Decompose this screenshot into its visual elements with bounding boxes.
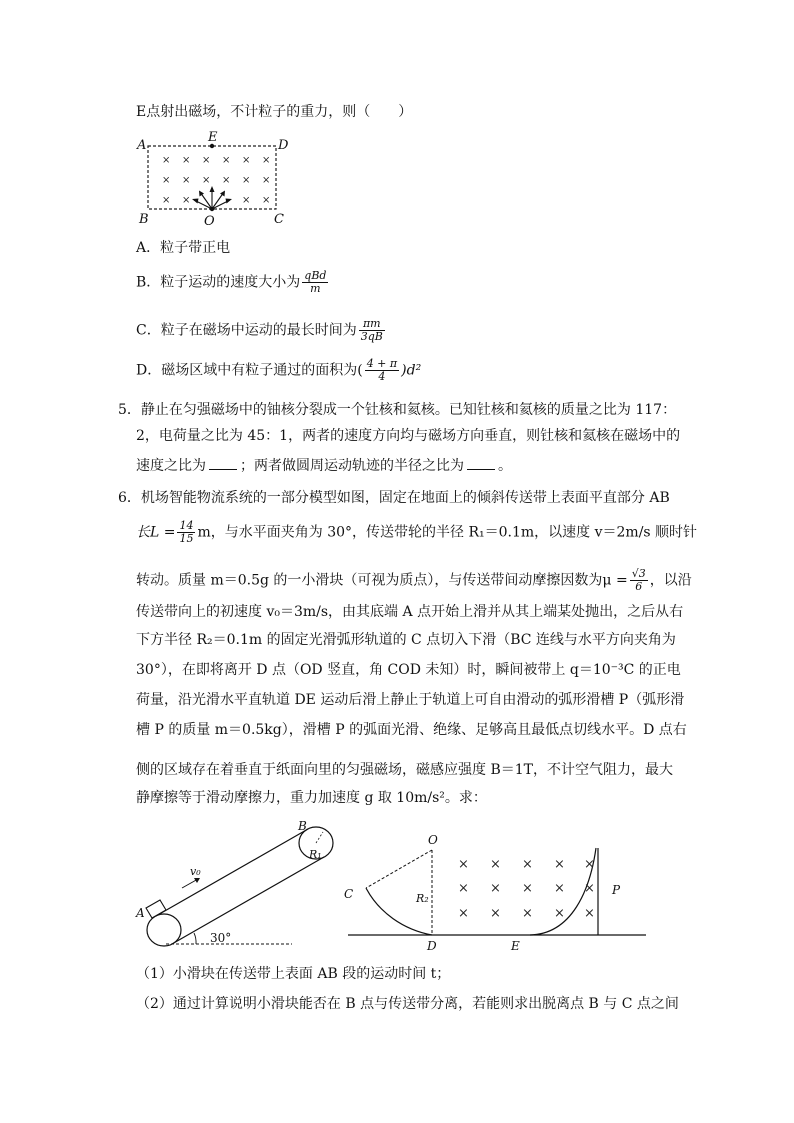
- answer-blank-2[interactable]: [467, 457, 495, 470]
- q6-line-7: 荷量，沿光滑水平直轨道 DE 运动后滑上静止于轨道上可自由滑动的弧形滑槽 P（弧形滑: [136, 692, 685, 708]
- option-d-post: )d²: [401, 362, 422, 379]
- svg-text:×: ×: [458, 857, 469, 872]
- field-crosses: [162, 155, 270, 206]
- q6-line-9: 侧的区域存在着垂直于纸面向里的匀强磁场，磁感应强度 B＝1T，不计空气阻力，最大: [136, 762, 673, 778]
- slider-block: [146, 900, 166, 918]
- q6-line-6: 30°），在即将离开 D 点（OD 竖直，角 COD 未知）时，瞬间被带上 q＝10⁻³C 的正电: [136, 662, 681, 678]
- cross: ×: [182, 175, 191, 186]
- cross: ×: [242, 195, 251, 206]
- q4-intro: E点射出磁场，不计粒子的重力，则（ ）: [136, 104, 413, 120]
- q5-line-2: 2，电荷量之比为 45：1，两者的速度方向均与磁场方向垂直，则钍核和氦核在磁场中的: [136, 428, 681, 444]
- svg-text:×: ×: [490, 906, 501, 921]
- q4-field-figure: [134, 130, 294, 230]
- cross: ×: [262, 195, 271, 206]
- option-c-text: C．粒子在磁场中运动的最长时间为: [136, 322, 357, 339]
- label-a: A: [136, 906, 145, 920]
- length-fraction: $\frac{14}{15}$: [179, 519, 194, 545]
- cross: ×: [182, 195, 191, 206]
- label-c: C: [344, 887, 354, 901]
- svg-text:×: ×: [554, 906, 565, 921]
- option-b-text: B．粒子运动的速度大小为: [136, 274, 301, 291]
- q6-line-2: 长L = $\frac{14}{15}$ m，与水平面夹角为 30°，传送带轮的半径 R₁＝0.1m，以速度 v＝2m/s 顺时针: [136, 519, 698, 545]
- label-v0: v₀: [190, 865, 201, 878]
- cross: ×: [162, 175, 171, 186]
- q6-line-8: 槽 P 的质量 m＝0.5kg），滑槽 P 的弧面光滑、绝缘、足够高且最低点切线水平。D 点右: [136, 722, 687, 738]
- q4-option-d: [136, 358, 421, 383]
- q4-option-c: [136, 318, 387, 343]
- svg-text:×: ×: [554, 857, 565, 872]
- q6-sub-2: （2）通过计算说明小滑块能否在 B 点与传送带分离，若能则求出脱离点 B 与 C 点之间: [136, 996, 679, 1012]
- label-c: C: [274, 212, 284, 227]
- label-r1: R₁: [309, 848, 322, 861]
- arc-track-figure: [340, 830, 660, 960]
- mu-fraction: $\frac{√3}{6}$: [631, 567, 646, 593]
- svg-text:×: ×: [522, 906, 533, 921]
- svg-text:×: ×: [522, 857, 533, 872]
- option-c-fraction: $\frac{\pi m}{3qB}$: [360, 317, 383, 343]
- cross: ×: [222, 175, 231, 186]
- label-e: E: [208, 130, 218, 145]
- cross: ×: [182, 155, 191, 166]
- oc-line: [366, 850, 432, 888]
- label-o: O: [204, 214, 215, 229]
- svg-text:×: ×: [584, 906, 595, 921]
- cross: ×: [262, 175, 271, 186]
- option-d-text: D．磁场区域中有粒子通过的面积为(: [136, 362, 363, 379]
- label-e: E: [511, 939, 520, 953]
- q6-line-10: 静摩擦等于滑动摩擦力，重力加速度 g 取 10m/s²。求：: [136, 790, 487, 806]
- svg-text:×: ×: [584, 857, 595, 872]
- label-angle: 30°: [210, 931, 232, 945]
- q6-line-4: 传送带向上的初速度 v₀＝3m/s，由其底端 A 点开始上滑并从其上端某处抛出，之后从右: [136, 604, 684, 620]
- cross: ×: [262, 155, 271, 166]
- label-p: P: [612, 883, 621, 897]
- option-b-fraction: $\frac{\text{qBd}}{m}$: [304, 269, 327, 295]
- q5-line-1: 5．静止在匀强磁场中的铀核分裂成一个钍核和氦核。已知钍核和氦核的质量之比为 117：: [118, 402, 677, 418]
- label-b: B: [298, 819, 307, 833]
- q6-line-3: 转动。质量 m＝0.5g 的一小滑块（可视为质点），与传送带间动摩擦因数为μ = $\frac{√3}{6}$ ，以沿: [136, 567, 692, 593]
- cross: ×: [242, 155, 251, 166]
- label-o: O: [428, 833, 438, 847]
- svg-text:×: ×: [554, 881, 565, 896]
- label-a: A: [137, 138, 147, 153]
- cross: ×: [162, 195, 171, 206]
- svg-text:×: ×: [584, 881, 595, 896]
- q4-option-b: [136, 270, 330, 295]
- q6-line-5: 下方半径 R₂＝0.1m 的固定光滑弧形轨道的 C 点切入下滑（BC 连线与水平方向夹角为: [136, 632, 676, 648]
- option-d-fraction: $\frac{4 + \pi}{4}$: [366, 357, 398, 383]
- label-d: D: [278, 138, 289, 153]
- cross: ×: [242, 175, 251, 186]
- answer-blank-1[interactable]: [209, 457, 237, 470]
- label-d: D: [427, 939, 437, 953]
- svg-text:×: ×: [458, 881, 469, 896]
- cross: ×: [222, 155, 231, 166]
- q6-line-1: 6．机场智能物流系统的一部分模型如图，固定在地面上的倾斜传送带上表面平直部分 AB: [118, 490, 670, 506]
- q4-option-a: A．粒子带正电: [136, 240, 231, 256]
- field-crosses-2: [458, 857, 595, 921]
- q6-sub-1: （1）小滑块在传送带上表面 AB 段的运动时间 t；: [136, 966, 451, 982]
- svg-text:×: ×: [522, 881, 533, 896]
- cross: ×: [162, 155, 171, 166]
- conveyor-belt-figure: [130, 816, 350, 956]
- label-r2: R₂: [416, 892, 429, 905]
- svg-text:×: ×: [458, 906, 469, 921]
- label-b: B: [139, 212, 149, 227]
- q5-line-3: 速度之比为 ；两者做圆周运动轨迹的半径之比为 。: [136, 458, 512, 474]
- belt-top: [156, 829, 308, 916]
- cross: ×: [202, 175, 211, 186]
- svg-text:×: ×: [490, 857, 501, 872]
- svg-text:×: ×: [490, 881, 501, 896]
- cross: ×: [202, 155, 211, 166]
